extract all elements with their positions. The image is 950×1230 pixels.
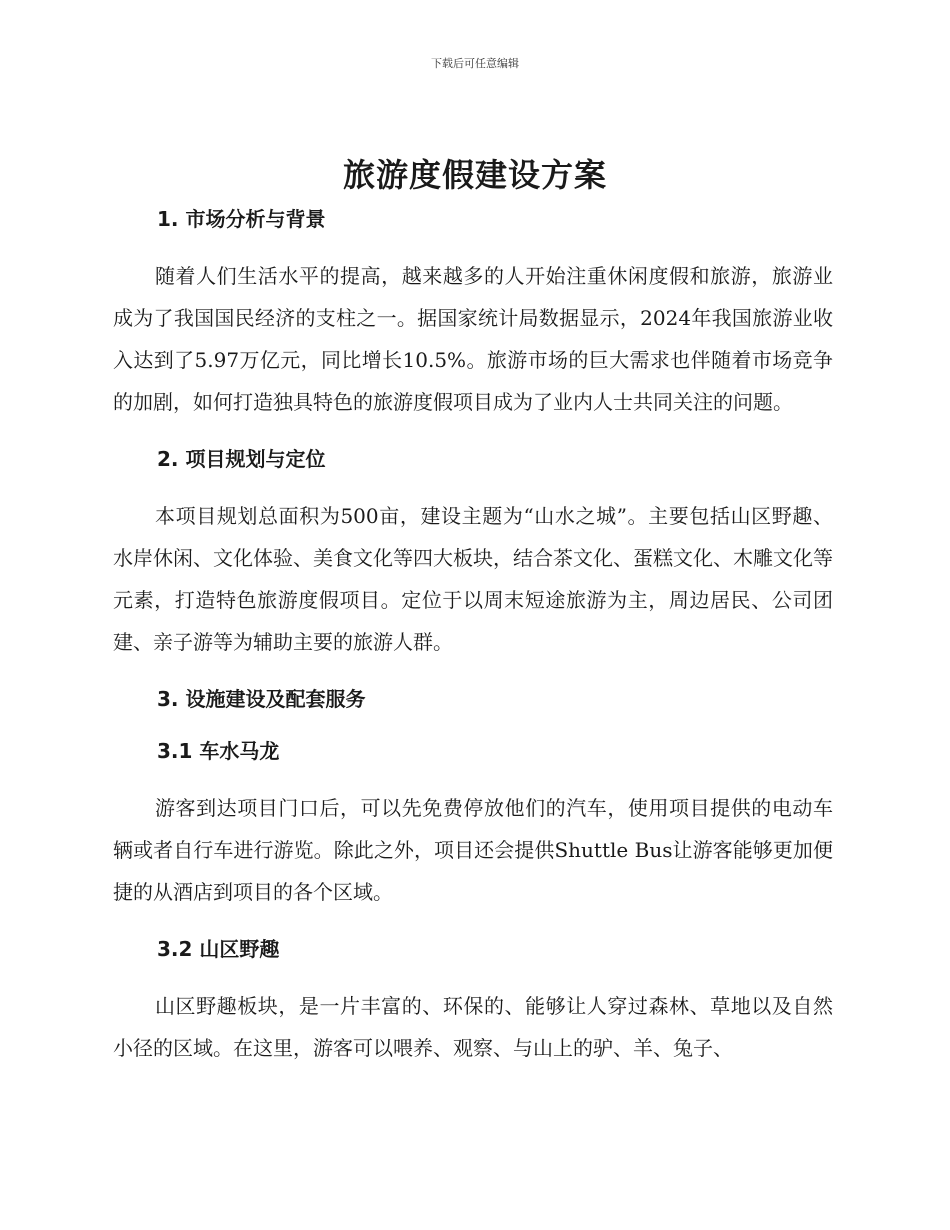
header-note: 下载后可任意编辑 xyxy=(431,57,519,70)
section-paragraph-market: 随着人们生活水平的提高，越来越多的人开始注重休闲度假和旅游，旅游业成为了我国国民经济的支柱之一。据国家统计局数据显示，2024年我国旅游业收入达到了5.97万亿元，同比增长10.5%。旅游市场的巨大需求也伴随着市场竞争的加剧，如何打造独具特色的旅游度假项目成为了业内人士共同关注的问题。 xyxy=(113,264,833,414)
section-heading-market: 1. 市场分析与背景 xyxy=(157,207,326,231)
section-paragraph-mountain: 山区野趣板块，是一片丰富的、环保的、能够让人穿过森林、草地以及自然小径的区域。在这里，游客可以喂养、观察、与山上的驴、羊、兔子、 xyxy=(113,994,833,1060)
section-paragraph-traffic: 游客到达项目门口后，可以先免费停放他们的汽车，使用项目提供的电动车辆或者自行车进行游览。除此之外，项目还会提供Shuttle Bus让游客能够更加便捷的从酒店到项目的各个区域。 xyxy=(113,796,833,904)
section-heading-mountain: 3.2 山区野趣 xyxy=(157,937,280,961)
document-body xyxy=(113,203,833,1089)
document-title: 旅游度假建设方案 xyxy=(342,156,607,194)
section-heading-facilities: 3. 设施建设及配套服务 xyxy=(157,687,366,711)
section-paragraph-planning: 本项目规划总面积为500亩，建设主题为“山水之城”。主要包括山区野趣、水岸休闲、文化体验、美食文化等四大板块，结合茶文化、蛋糕文化、木雕文化等元素，打造特色旅游度假项目。定位于以周末短途旅游为主，周边居民、公司团建、亲子游等为辅助主要的旅游人群。 xyxy=(113,504,833,654)
section-heading-traffic: 3.1 车水马龙 xyxy=(157,739,280,763)
section-heading-planning: 2. 项目规划与定位 xyxy=(157,447,326,471)
